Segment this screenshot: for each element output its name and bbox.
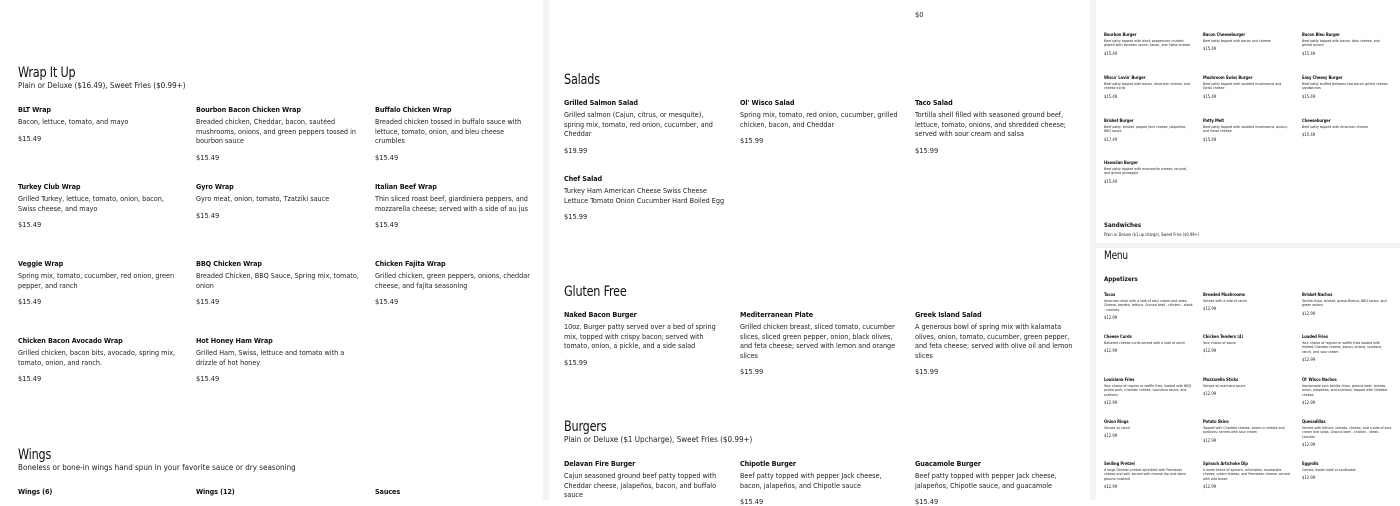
item-desc: Served w/ marinara sauce xyxy=(1203,383,1246,388)
menu-item[interactable] xyxy=(1302,334,1392,362)
item-name: Ol' Wisco Nachos xyxy=(1302,377,1337,382)
item-price: $15.99 xyxy=(564,357,588,367)
item-desc: Breaded Chicken, BBQ Sauce, Spring mix, tomato, onion xyxy=(196,271,359,290)
item-desc: Beef patty, brisket, pepper Jack cheese, jalapeños, BBQ sauce xyxy=(1104,124,1187,134)
item-name: Onion Rings xyxy=(1104,419,1129,424)
item-name: Hot Honey Ham Wrap xyxy=(196,336,273,345)
item-price: $12.99 xyxy=(1302,475,1316,481)
item-price: $17.49 xyxy=(1104,136,1118,142)
item-price: $15.99 xyxy=(915,145,939,155)
menu-item[interactable] xyxy=(1104,292,1194,320)
item-name: Brisket Burger xyxy=(1104,118,1134,123)
item-name: Loaded Fries xyxy=(1302,334,1328,339)
item-desc: Homemade corn tortilla chips, ground beef, tomato, onion, jalapeños, and scallions; topped with Cheddar cheese xyxy=(1302,383,1388,397)
item-price: $15.49 xyxy=(1302,50,1316,56)
price-fragment: $0 xyxy=(915,10,924,19)
item-desc: Topped with Cheddar cheese, bacon crumbles and scallions; served with sour cream xyxy=(1203,425,1285,435)
item-desc: Served with a side of ranch xyxy=(1203,298,1248,303)
item-name: Louisiana Fries xyxy=(1104,377,1135,382)
section-title-gluten-free: Gluten Free xyxy=(564,282,627,300)
item-desc: Combo, Italian beef or southwest xyxy=(1302,467,1356,472)
item-desc: A large German pretzel sprinkled with Parmesan cheese and salt; served with cheese dip and stone ground mustard xyxy=(1104,467,1187,481)
item-price: $12.99 xyxy=(1203,391,1217,397)
item-name: Easy Cheesy Burger xyxy=(1302,75,1343,80)
item-desc: Turkey Ham American Cheese Swiss Cheese Lettuce Tomato Onion Cucumber Hard Boiled Egg xyxy=(564,186,725,205)
item-price: $15.49 xyxy=(18,297,42,307)
menu-item[interactable] xyxy=(915,459,1077,506)
menu-item[interactable] xyxy=(915,98,1077,155)
item-desc: Breaded chicken, Cheddar, bacon, sautéed mushrooms, onions, and green peppers tossed in bourbon sauce xyxy=(196,117,356,146)
item-name: Cheeseburger xyxy=(1302,118,1331,123)
item-price: $15.49 xyxy=(1104,93,1118,99)
item-desc: Grilled salmon (Cajun, citrus, or mesquite), spring mix, tomato, red onion, cucumber, and Cheddar xyxy=(564,110,713,139)
item-desc: Served w/ ranch xyxy=(1104,425,1131,430)
menu-item[interactable] xyxy=(564,174,726,221)
section-subtitle-burgers: Plain or Deluxe ($1 Upcharge), Sweet Fries ($0.99+) xyxy=(564,435,753,444)
section-title-wings: Wings xyxy=(18,445,52,463)
item-name: Guacamole Burger xyxy=(915,459,981,468)
menu-item[interactable] xyxy=(1104,32,1192,56)
item-desc: 10oz. Burger patty served over a bed of spring mix, topped with crispy bacon; served with tomato, onion, a pickle, and a side salad xyxy=(564,322,716,351)
item-price: $15.49 xyxy=(18,374,42,384)
item-price: $15.49 xyxy=(196,374,220,384)
menu-page-salads xyxy=(549,0,1090,506)
menu-item[interactable] xyxy=(1104,75,1192,99)
item-price: $12.99 xyxy=(1302,400,1316,406)
menu-item[interactable] xyxy=(196,259,361,306)
item-name: Veggie Wrap xyxy=(18,259,64,268)
item-desc: Your choice of regular or waffle fries loaded with melted Cheddar cheese, bacon, onions, scallions, ranch, and sour cream xyxy=(1302,340,1383,354)
menu-item[interactable] xyxy=(740,459,905,506)
item-name: Buffalo Chicken Wrap xyxy=(375,105,452,114)
item-name: Breaded Mushrooms xyxy=(1203,292,1245,297)
item-desc: Beef patty topped with bacon, American cheese, and cheese curds xyxy=(1104,81,1191,91)
item-price: $15.49 xyxy=(1203,93,1217,99)
item-name: Brisket Nachos xyxy=(1302,292,1333,297)
item-desc: Beef patty topped with pepper Jack cheese, bacon, jalapeños, and Chipotle sauce xyxy=(740,471,882,490)
section-title-appetizers: Appetizers xyxy=(1104,276,1138,283)
item-name: Gyro Wrap xyxy=(196,182,234,191)
menu-item[interactable] xyxy=(1104,118,1192,142)
item-name: Wings (12) xyxy=(196,487,235,496)
item-price: $15.49 xyxy=(1203,46,1217,52)
item-price: $12.99 xyxy=(1302,310,1316,316)
item-desc: Served with lettuce, tomato, cheese, and a side of sour cream and salsa. Ground beef - chicken - steak - carnitas xyxy=(1302,425,1392,439)
menu-item[interactable] xyxy=(740,98,900,145)
item-desc: Tortilla shell filled with seasoned ground beef, lettuce, tomato, onions, and shredded cheese; served with sour cream and salsa xyxy=(915,110,1066,139)
item-name: Bourbon Burger xyxy=(1104,32,1137,37)
item-price: $15.99 xyxy=(740,367,764,377)
item-name: Wings (6) xyxy=(18,487,53,496)
item-desc: Beef patty topped with black peppercorn crusted, glazed with bourbon sauce, bacon, and Swiss cheese xyxy=(1104,38,1191,48)
item-name: Hawaiian Burger xyxy=(1104,160,1138,165)
menu-item[interactable] xyxy=(1203,461,1291,489)
item-price: $12.99 xyxy=(1302,442,1316,448)
item-desc: Battered cheese curds served with a side of ranch xyxy=(1104,340,1186,345)
menu-item[interactable] xyxy=(1203,118,1291,142)
item-price: $15.49 xyxy=(915,497,939,506)
item-price: $15.49 xyxy=(375,152,399,162)
menu-item[interactable] xyxy=(196,336,356,383)
item-desc: Gyro meat, onion, tomato, Tzatziki sauce xyxy=(196,194,330,203)
item-desc: Grilled chicken, green peppers, onions, cheddar cheese, and fajita seasoning xyxy=(375,271,530,290)
item-price: $12.99 xyxy=(1203,437,1217,443)
section-title-salads: Salads xyxy=(564,70,600,88)
item-name: Bourbon Bacon Chicken Wrap xyxy=(196,105,301,114)
item-price: $12.99 xyxy=(1302,357,1316,363)
item-price: $12.99 xyxy=(1104,348,1118,354)
item-desc: Breaded chicken tossed in buffalo sauce with lettuce, tomato, onion, and bleu cheese crumbles xyxy=(375,117,522,146)
section-title-burgers: Burgers xyxy=(564,417,607,435)
menu-item[interactable] xyxy=(1104,377,1194,405)
item-price: $15.49 xyxy=(1203,136,1217,142)
item-price: $12.99 xyxy=(1104,484,1118,490)
menu-page-thumbnail xyxy=(1096,0,1400,500)
menu-item[interactable] xyxy=(1104,461,1194,489)
menu-title: Menu xyxy=(1104,250,1128,263)
item-price: $12.99 xyxy=(1203,306,1217,312)
item-price: $15.99 xyxy=(564,212,588,222)
item-name: Quesadillas xyxy=(1302,419,1326,424)
item-desc: Beef patty topped with bacon and cheese xyxy=(1203,38,1271,43)
item-price: $12.99 xyxy=(1203,484,1217,490)
item-desc: Your choice of sauce xyxy=(1203,340,1236,345)
item-desc: A generous bowl of spring mix with kalamata olives, onion, tomato, cucumber, green pepper, and feta cheese; served with olive oil and lemon slices xyxy=(915,322,1073,360)
menu-item[interactable] xyxy=(1104,160,1192,184)
section-subtitle-sandwiches: Plain or Deluxe ($1 up charge), Sweet Fries ($0.99+) xyxy=(1104,232,1199,237)
item-desc: Grilled Ham, Swiss, lettuce and tomato with a drizzle of hot honey xyxy=(196,348,345,367)
item-desc: Beef patty topped with sautéed mushrooms and Swiss cheese xyxy=(1203,81,1282,91)
menu-item[interactable] xyxy=(18,105,186,143)
item-price: $15.49 xyxy=(375,220,399,230)
item-price: $15.49 xyxy=(740,497,764,506)
item-name: Italian Beef Wrap xyxy=(375,182,437,191)
section-title-wrap-it-up: Wrap It Up xyxy=(18,63,76,81)
menu-item[interactable] xyxy=(196,487,235,496)
section-subtitle-wrap-it-up: Plain or Deluxe ($16.49), Sweet Fries ($0.99+) xyxy=(18,81,186,90)
item-desc: Bacon, lettuce, tomato, and mayo xyxy=(18,117,129,126)
item-price: $12.99 xyxy=(1203,348,1217,354)
item-desc: Tortilla chips, brisket, queso Blanco, BBQ sauce, and green onions xyxy=(1302,298,1387,308)
menu-item[interactable] xyxy=(18,259,178,306)
menu-item[interactable] xyxy=(1302,32,1390,56)
item-name: Mozzarella Sticks xyxy=(1203,377,1239,382)
item-price: $15.49 xyxy=(1302,132,1316,138)
item-name: Tacos xyxy=(1104,292,1116,297)
menu-item[interactable] xyxy=(196,105,356,162)
item-desc: Beef patty stuffed between two bacon grilled cheese sandwiches xyxy=(1302,81,1388,91)
menu-item[interactable] xyxy=(1302,118,1390,137)
item-desc: Grilled Turkey, lettuce, tomato, onion, bacon, Swiss cheese, and mayo xyxy=(18,194,164,213)
item-price: $19.99 xyxy=(564,145,588,155)
item-name: Mediterranean Plate xyxy=(740,310,813,319)
item-name: Smiling Pretzel xyxy=(1104,461,1135,466)
menu-item[interactable] xyxy=(375,487,400,496)
item-price: $15.49 xyxy=(196,152,220,162)
item-price: $15.49 xyxy=(196,210,220,220)
item-desc: Spring mix, tomato, red onion, cucumber, grilled chicken, bacon, and Cheddar xyxy=(740,110,898,129)
item-price: $15.99 xyxy=(915,367,939,377)
menu-item[interactable] xyxy=(1203,334,1291,353)
menu-item[interactable] xyxy=(1302,292,1392,316)
item-name: Chipotle Burger xyxy=(740,459,797,468)
menu-item[interactable] xyxy=(564,310,724,367)
item-name: Turkey Club Wrap xyxy=(18,182,81,191)
menu-item[interactable] xyxy=(375,259,535,306)
item-name: Sauces xyxy=(375,487,401,496)
item-name: Taco Salad xyxy=(915,98,953,107)
menu-item[interactable] xyxy=(1203,377,1291,396)
menu-page-wraps xyxy=(0,0,543,500)
item-name: Potato Skins xyxy=(1203,419,1229,424)
item-desc: Beef patty topped with sautéed mushrooms, onions, and Swiss cheese xyxy=(1203,124,1288,134)
page-break xyxy=(1096,243,1400,248)
item-price: $12.99 xyxy=(1104,433,1118,439)
item-desc: Thin sliced roast beef, giardiniera peppers, and mozzarella cheese; served with a side of au jus xyxy=(375,194,529,213)
menu-item[interactable] xyxy=(564,459,724,500)
menu-item[interactable] xyxy=(375,182,535,229)
item-desc: Grilled chicken, bacon bits, avocado, spring mix, tomato, onion, and ranch. xyxy=(18,348,176,367)
item-price: $15.49 xyxy=(1302,93,1316,99)
item-price: $15.49 xyxy=(375,297,399,307)
menu-item[interactable] xyxy=(1203,292,1291,311)
item-name: BLT Wrap xyxy=(18,105,51,114)
menu-item[interactable] xyxy=(1203,32,1291,51)
item-desc: Cajun seasoned ground beef patty topped with Cheddar cheese, jalapeños, bacon, and buffalo sauce xyxy=(564,471,717,500)
item-name: Grilled Salmon Salad xyxy=(564,98,638,107)
item-name: Chicken Fajita Wrap xyxy=(375,259,446,268)
menu-item[interactable] xyxy=(1203,75,1291,99)
item-name: Naked Bacon Burger xyxy=(564,310,637,319)
section-title-sandwiches: Sandwiches xyxy=(1104,222,1142,229)
item-price: $15.49 xyxy=(1104,178,1118,184)
item-desc: Beef patty topped with pepper Jack cheese, jalapeños, Chipotle sauce, and guacamole xyxy=(915,471,1057,490)
menu-item[interactable] xyxy=(1104,419,1194,438)
item-name: BBQ Chicken Wrap xyxy=(196,259,262,268)
item-desc: A warm blend of spinach, artichokes, mozzarella cheese, cream cheese, and Parmesan cheese; served with pita bread xyxy=(1203,467,1290,481)
menu-item[interactable] xyxy=(564,98,722,155)
menu-item[interactable] xyxy=(1302,461,1392,480)
item-price: $15.49 xyxy=(18,220,42,230)
item-name: Mushroom Swiss Burger xyxy=(1203,75,1253,80)
item-price: $15.49 xyxy=(1104,50,1118,56)
menu-item[interactable] xyxy=(915,310,1077,376)
item-desc: American style with a side of sour cream and salsa. Cheese, tomato, lettuce. Ground beef - chicken - steak - carnitas xyxy=(1104,298,1193,312)
item-name: Chef Salad xyxy=(564,174,603,183)
item-name: Chicken Bacon Avocado Wrap xyxy=(18,336,123,345)
item-name: Bacon Cheeseburger xyxy=(1203,32,1246,37)
item-desc: Your choice of regular or waffle fries, loaded with BBQ pulled pork, Cheddar cheese, Louisiana sauce, and scallions xyxy=(1104,383,1192,397)
item-name: Ol' Wisco Salad xyxy=(740,98,795,107)
menu-item[interactable] xyxy=(740,310,900,376)
item-desc: Beef patty topped with bacon, bleu cheese, and grilled onions xyxy=(1302,38,1380,48)
item-name: Spinach Artichoke Dip xyxy=(1203,461,1248,466)
item-desc: Spring mix, tomato, cucumber, red onion, green pepper, and ranch xyxy=(18,271,175,290)
menu-item[interactable] xyxy=(1302,377,1392,405)
item-name: Bacon Bleu Burger xyxy=(1302,32,1340,37)
item-desc: Beef patty topped with mozzarella cheese, teriyaki, and grilled pineapple xyxy=(1104,166,1188,176)
item-price: $15.99 xyxy=(740,136,764,146)
menu-item[interactable] xyxy=(1203,419,1291,443)
item-name: Wisco' Lovin' Burger xyxy=(1104,75,1146,80)
item-name: Eggrolls xyxy=(1302,461,1319,466)
menu-item[interactable] xyxy=(375,105,535,162)
section-subtitle-wings: Boneless or bone-in wings hand spun in your favorite sauce or dry seasoning xyxy=(18,463,296,472)
item-price: $12.99 xyxy=(1104,315,1118,321)
menu-item[interactable] xyxy=(1104,334,1194,353)
menu-item[interactable] xyxy=(18,336,183,383)
item-desc: Beef patty topped with American cheese xyxy=(1302,124,1369,129)
item-name: Chicken Tenders (4) xyxy=(1203,334,1243,339)
item-name: Cheese Curds xyxy=(1104,334,1132,339)
item-price: $12.99 xyxy=(1104,400,1118,406)
menu-item[interactable] xyxy=(18,182,183,229)
item-price: $15.49 xyxy=(196,297,220,307)
item-name: Greek Island Salad xyxy=(915,310,982,319)
item-price: $15.49 xyxy=(18,133,42,143)
menu-item[interactable] xyxy=(18,487,52,496)
menu-item[interactable] xyxy=(1302,419,1392,447)
menu-item[interactable] xyxy=(196,182,361,220)
item-desc: Grilled chicken breast, sliced tomato, cucumber slices, sliced green pepper, onion, black olives, and feta cheese; served with lemon and orange slices xyxy=(740,322,896,360)
item-name: Patty Melt xyxy=(1203,118,1224,123)
menu-item[interactable] xyxy=(1302,75,1390,99)
item-name: Delavan Fire Burger xyxy=(564,459,636,468)
